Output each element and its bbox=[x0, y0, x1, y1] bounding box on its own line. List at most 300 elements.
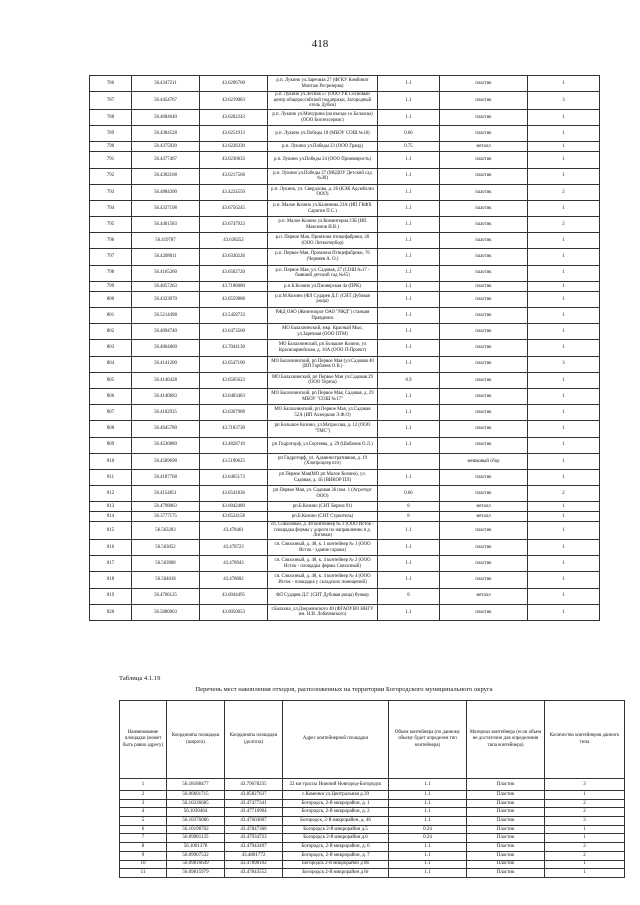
row-number: 10 bbox=[120, 860, 167, 869]
latitude-cell: 56.4140683 bbox=[132, 388, 200, 404]
material-cell: пластик bbox=[440, 152, 528, 168]
address-cell: р.п. Лукино ул.Мичурина (на въезде со Балахны) (ООО Биотехсервис) bbox=[268, 109, 378, 125]
volume-cell: 1.1 bbox=[389, 808, 467, 817]
material-cell: пластик bbox=[440, 356, 528, 372]
table-row bbox=[90, 356, 600, 372]
count-cell: 3 bbox=[545, 779, 625, 791]
row-number: 793 bbox=[90, 184, 132, 200]
longitude-cell: 43.478723 bbox=[200, 540, 268, 556]
row-number: 3 bbox=[120, 799, 167, 808]
row-number: 801 bbox=[90, 308, 132, 324]
longitude-cell: 43.6547100 bbox=[200, 356, 268, 372]
address-cell: Богородск, 2-й микрорайон, д. 46 bbox=[283, 817, 389, 826]
longitude-cell: 43.47943497 bbox=[225, 843, 283, 852]
row-number: 817 bbox=[90, 556, 132, 572]
material-cell: металл bbox=[440, 512, 528, 522]
row-number: 794 bbox=[90, 200, 132, 216]
address-cell: ФЛ Сударев Д.Г. (СНТ Дубовая роща) бункер bbox=[268, 588, 378, 604]
longitude-cell: 43.47934723 bbox=[225, 834, 283, 843]
address-cell: р.п.Б.Козино ул.Пионерская 4а (ПРК) bbox=[268, 281, 378, 291]
latitude-cell: 56.564018 bbox=[132, 572, 200, 588]
row-number: 813 bbox=[90, 502, 132, 512]
count-cell: 1 bbox=[528, 540, 600, 556]
latitude-cell: 56.4064860 bbox=[132, 340, 200, 356]
address-cell: сп. Совхозный, д. 48, к. 1 контейнер № 1 (ООО Исток - здание гаража) bbox=[268, 540, 378, 556]
table-row bbox=[120, 851, 625, 860]
latitude-cell: 56.563283 bbox=[132, 522, 200, 540]
volume-cell: 1.1 bbox=[378, 200, 440, 216]
latitude-cell: 56.4208011 bbox=[132, 249, 200, 265]
row-number: 798 bbox=[90, 265, 132, 281]
row-number: 795 bbox=[90, 217, 132, 233]
table-row bbox=[120, 799, 625, 808]
volume-cell: 1.1 bbox=[378, 291, 440, 307]
longitude-cell: 43.6756245 bbox=[200, 200, 268, 216]
material-cell: пластик bbox=[440, 291, 528, 307]
address-cell: сп. Совхозный, д. 48, к. 4 контейнер № 4 (ООО Исток - площадка у складских помещений) bbox=[268, 572, 378, 588]
table-row bbox=[120, 834, 625, 843]
row-number: 5 bbox=[120, 817, 167, 826]
count-cell: 1 bbox=[528, 142, 600, 152]
count-cell: 1 bbox=[528, 265, 600, 281]
latitude-cell: 56.4536880 bbox=[132, 437, 200, 453]
volume-cell: 1.1 bbox=[378, 109, 440, 125]
latitude-cell: 56.09815979 bbox=[167, 869, 225, 878]
table-row bbox=[120, 808, 625, 817]
material-cell: пластик bbox=[440, 281, 528, 291]
longitude-cell: 43.6042480 bbox=[200, 502, 268, 512]
volume-cell: 0.66 bbox=[378, 486, 440, 502]
material-cell: пластик bbox=[440, 109, 528, 125]
volume-cell bbox=[378, 453, 440, 469]
table-row bbox=[90, 572, 600, 588]
material-cell: пластик bbox=[440, 421, 528, 437]
table-heading: Перечень мест накопления отходов, расположенных на территории Богородского муниципального округа bbox=[195, 686, 493, 693]
latitude-cell: 56.1030464 bbox=[167, 808, 225, 817]
address-cell: сп. Совхозный, д. 48 контейнер № 3 (ООО Исток - площадка фермы у дороги по направлению в д. Литовки) bbox=[268, 522, 378, 540]
table-row bbox=[90, 372, 600, 388]
longitude-cell: 43.478943 bbox=[200, 556, 268, 572]
count-cell: 1 bbox=[528, 152, 600, 168]
material-cell: пластик bbox=[440, 486, 528, 502]
latitude-cell: 56.4165260 bbox=[132, 265, 200, 281]
row-number: 812 bbox=[90, 486, 132, 502]
longitude-cell: 43.478682 bbox=[200, 572, 268, 588]
longitude-cell: 43.6251913 bbox=[200, 126, 268, 142]
material-cell: Пластик bbox=[467, 851, 545, 860]
address-cell: Богородск 2-й микрорайон д 8б bbox=[283, 860, 389, 869]
waste-sites-table-continued bbox=[89, 75, 600, 621]
volume-cell: 1.1 bbox=[378, 540, 440, 556]
address-cell: р.п. Первое Мая, Промзона Птицефабрики, 76 (Черняев А. О.) bbox=[268, 249, 378, 265]
table-label: Таблица 4.1.19 bbox=[119, 675, 161, 682]
longitude-cell: 43.5458733 bbox=[200, 308, 268, 324]
material-cell: пластик bbox=[440, 405, 528, 421]
material-cell: Пластик bbox=[467, 808, 545, 817]
address-cell: РЖД ОАО (Железнорог ОАО "РЖД") станция Правдинск bbox=[268, 308, 378, 324]
address-cell: р.п. Лукино ул.Лесная 57 (ООО УК Сосновый центр общероссийской поддержки, Загородный отель Дубки) bbox=[268, 92, 378, 110]
address-cell: МО Балахнинский, рп Большое Козино, ул Красноармейская, д. 16А (ООО П-Проект) bbox=[268, 340, 378, 356]
table-row bbox=[90, 540, 600, 556]
longitude-cell: 43.47898102 bbox=[225, 860, 283, 869]
volume-cell: 0.75 bbox=[378, 142, 440, 152]
row-number: 797 bbox=[90, 249, 132, 265]
material-cell: пластик bbox=[440, 572, 528, 588]
count-cell: 1 bbox=[528, 604, 600, 620]
address-cell: рп Гидроторф, ул. Административная, д. 19 (Хлопроцлер кто) bbox=[268, 453, 378, 469]
material-cell: металл bbox=[440, 142, 528, 152]
count-cell: 1 bbox=[528, 126, 600, 142]
material-cell: пластик bbox=[440, 372, 528, 388]
count-cell: 1 bbox=[528, 522, 600, 540]
material-cell: пластик bbox=[440, 184, 528, 200]
row-number: 788 bbox=[90, 109, 132, 125]
count-cell: 2 bbox=[528, 217, 600, 233]
table-row bbox=[90, 76, 600, 92]
longitude-cell: 43.4828710 bbox=[200, 437, 268, 453]
count-cell: 1 bbox=[528, 109, 600, 125]
material-cell: пластик bbox=[440, 540, 528, 556]
latitude-cell: 56.3777175 bbox=[132, 512, 200, 522]
bogorodsk-waste-sites-table bbox=[119, 700, 625, 878]
table-row bbox=[120, 779, 625, 791]
volume-cell: 0.66 bbox=[378, 126, 440, 142]
volume-cell: 0.24 bbox=[389, 834, 467, 843]
count-cell: 3 bbox=[528, 92, 600, 110]
volume-cell: 8 bbox=[378, 502, 440, 512]
count-cell: 1 bbox=[528, 281, 600, 291]
row-number: 820 bbox=[90, 604, 132, 620]
longitude-cell: 43.6217568 bbox=[200, 168, 268, 184]
table-row bbox=[90, 308, 600, 324]
row-number: 818 bbox=[90, 572, 132, 588]
address-cell: р.п. Первое Мая, Промзона птицефабрики, 20 (ООО Литмотербор) bbox=[268, 233, 378, 249]
latitude-cell: 56.4045780 bbox=[132, 421, 200, 437]
count-cell: 1 bbox=[528, 453, 600, 469]
longitude-cell: 43.6219083 bbox=[200, 92, 268, 110]
address-cell: рп Гидроторф, ул.Сергеева, д. 29 (Шабанов О.Л.) bbox=[268, 437, 378, 453]
row-number: 816 bbox=[90, 540, 132, 556]
row-number: 790 bbox=[90, 142, 132, 152]
latitude-cell: 56.4154851 bbox=[132, 486, 200, 502]
address-cell: Богородск, 2-й микрорайон, д. 7 bbox=[283, 851, 389, 860]
address-cell: рп.Б.Козино (СНТ Береза 91) bbox=[268, 502, 378, 512]
address-cell: рп Первое Мая, ул. Садовая 36 пом. 1 (Агроторг ООО) bbox=[268, 486, 378, 502]
count-cell: 1 bbox=[545, 860, 625, 869]
material-cell: пластик bbox=[440, 200, 528, 216]
address-cell: МО Балахнинский, мкр. Красный Мыс, ул.Заречная (ООО ПТМ) bbox=[268, 324, 378, 340]
material-cell: пластик bbox=[440, 233, 528, 249]
address-cell: р.п. Лукино, ул. Свердлова, д. 26 (КЭК Адсмбллез ООО) bbox=[268, 184, 378, 200]
volume-cell: 0.9 bbox=[378, 372, 440, 388]
row-number: 796 bbox=[90, 233, 132, 249]
latitude-cell: 56.4589698 bbox=[132, 453, 200, 469]
latitude-cell: 56.563052 bbox=[132, 540, 200, 556]
volume-cell: 1.1 bbox=[389, 851, 467, 860]
latitude-cell: 56.563968 bbox=[132, 556, 200, 572]
volume-cell: 1.1 bbox=[378, 281, 440, 291]
volume-cell: 1.1 bbox=[378, 421, 440, 437]
address-cell: Богородск, 2-й микрорайон, д. 6 bbox=[283, 843, 389, 852]
row-number: 789 bbox=[90, 126, 132, 142]
count-cell: 3 bbox=[545, 817, 625, 826]
latitude-cell: 56.4141200 bbox=[132, 356, 200, 372]
row-number: 786 bbox=[90, 76, 132, 92]
page-number: 418 bbox=[311, 38, 329, 50]
count-cell: 2 bbox=[545, 808, 625, 817]
latitude-cell: 56.4798063 bbox=[132, 502, 200, 512]
volume-cell: 1.1 bbox=[378, 233, 440, 249]
latitude-cell: 56.4187768 bbox=[132, 469, 200, 485]
address-cell: р.п.М.Козино (ФЛ Сударев Д.Г. (СНТ Дубовая роща) bbox=[268, 291, 378, 307]
longitude-cell: 43.4224550 bbox=[200, 184, 268, 200]
table-row bbox=[90, 405, 600, 421]
row-number: 800 bbox=[90, 291, 132, 307]
material-cell: пластик bbox=[440, 168, 528, 184]
row-number: 804 bbox=[90, 356, 132, 372]
longitude-cell: 43.6505623 bbox=[200, 372, 268, 388]
address-cell: сп. Совхозный, д. 48, к. 4 контейнер № 2 (ООО Исток - площадка фермы Совхозный) bbox=[268, 556, 378, 572]
address-cell: Богородск 2-й микрорайон д.5 bbox=[283, 825, 389, 834]
address-cell: рп Большое Козино, ул.Матросова, д. 12 (ООО "ТМС") bbox=[268, 421, 378, 437]
material-cell: Пластик bbox=[467, 779, 545, 791]
address-cell: Богородск, 2-й микрорайон, д. 1 bbox=[283, 799, 389, 808]
row-number: 9 bbox=[120, 851, 167, 860]
latitude-cell: 56.4706125 bbox=[132, 588, 200, 604]
table-row bbox=[90, 522, 600, 540]
latitude-cell: 56.4384528 bbox=[132, 126, 200, 142]
longitude-cell: 43.47843552 bbox=[225, 869, 283, 878]
table-row bbox=[90, 126, 600, 142]
address-cell: рп.Б.Козино (СНТ Строитель) bbox=[268, 512, 378, 522]
row-number: 811 bbox=[90, 469, 132, 485]
row-number: 815 bbox=[90, 522, 132, 540]
longitude-cell: 43.6524158 bbox=[200, 512, 268, 522]
address-cell: р.п. Малое Козино ул.Калинина 23А (ИП ГКФХ Саратин П.С.) bbox=[268, 200, 378, 216]
row-number: 805 bbox=[90, 372, 132, 388]
volume-cell: 1.1 bbox=[389, 843, 467, 852]
address-cell: г.Балахна, ул.Дзержинского 40 (ФГАОУВО ННГУ им. Н.И. Лобачевского) bbox=[268, 604, 378, 620]
longitude-cell: 43.6465173 bbox=[200, 469, 268, 485]
table-row bbox=[90, 486, 600, 502]
row-number: 8 bbox=[120, 843, 167, 852]
table-row bbox=[120, 843, 625, 852]
volume-cell: 1.1 bbox=[378, 604, 440, 620]
row-number: 4 bbox=[120, 808, 167, 817]
longitude-cell: 43.6747923 bbox=[200, 217, 268, 233]
material-cell: пластик bbox=[440, 437, 528, 453]
count-cell: 1 bbox=[528, 372, 600, 388]
material-cell: пластик bbox=[440, 126, 528, 142]
material-cell: Пластик bbox=[467, 843, 545, 852]
latitude-cell: 56.09981135 bbox=[167, 834, 225, 843]
latitude-cell: 56.4347211 bbox=[132, 76, 200, 92]
material-cell: мешковый сбор bbox=[440, 453, 528, 469]
latitude-cell: 56.4182925 bbox=[132, 405, 200, 421]
latitude-cell: 56.4684640 bbox=[132, 109, 200, 125]
volume-cell: 1.1 bbox=[378, 152, 440, 168]
longitude-cell: 43.7186080 bbox=[200, 281, 268, 291]
volume-cell: 1.1 bbox=[389, 869, 467, 878]
latitude-cell: 56.5000063 bbox=[132, 604, 200, 620]
latitude-cell: 56.4382168 bbox=[132, 168, 200, 184]
address-cell: р.п. Лукино ул.Победы 18 (МБОУ СОШ №18) bbox=[268, 126, 378, 142]
table-row bbox=[90, 281, 600, 291]
table-row bbox=[120, 860, 625, 869]
latitude-cell: 56.06601715 bbox=[167, 791, 225, 800]
header-volume: Объем контейнера (по данному объему будет определен тип контейнера) bbox=[389, 701, 467, 779]
longitude-cell: 43.47847366 bbox=[225, 825, 283, 834]
table-row bbox=[90, 92, 600, 110]
latitude-cell: 56.4337198 bbox=[132, 200, 200, 216]
longitude-cell: 43.638252 bbox=[200, 233, 268, 249]
count-cell: 1 bbox=[528, 76, 600, 92]
latitude-cell: 56.09816649 bbox=[167, 860, 225, 869]
table-row bbox=[90, 437, 600, 453]
row-number: 808 bbox=[90, 421, 132, 437]
volume-cell: 1.1 bbox=[378, 92, 440, 110]
latitude-cell: 56.4377467 bbox=[132, 152, 200, 168]
row-number: 792 bbox=[90, 168, 132, 184]
longitude-cell: 43.7183730 bbox=[200, 421, 268, 437]
count-cell: 1 bbox=[528, 249, 600, 265]
material-cell: металл bbox=[440, 502, 528, 512]
volume-cell: 1.1 bbox=[378, 76, 440, 92]
row-number: 787 bbox=[90, 92, 132, 110]
count-cell: 1 bbox=[545, 834, 625, 843]
header-count: Количество контейнеров данного типа bbox=[545, 701, 625, 779]
longitude-cell: 43.6367988 bbox=[200, 405, 268, 421]
table-row bbox=[120, 825, 625, 834]
volume-cell: 1.1 bbox=[389, 817, 467, 826]
volume-cell: 1.1 bbox=[389, 860, 467, 869]
volume-cell: 1.1 bbox=[389, 799, 467, 808]
material-cell: Пластик bbox=[467, 860, 545, 869]
latitude-cell: 56.10198702 bbox=[167, 825, 225, 834]
count-cell: 2 bbox=[545, 851, 625, 860]
latitude-cell: 56.5214498 bbox=[132, 308, 200, 324]
count-cell: 2 bbox=[545, 799, 625, 808]
longitude-cell: 43.85827637 bbox=[225, 791, 283, 800]
volume-cell: 8 bbox=[378, 588, 440, 604]
latitude-cell: 56.4401583 bbox=[132, 217, 200, 233]
latitude-cell: 56.4057263 bbox=[132, 281, 200, 291]
table-row bbox=[90, 324, 600, 340]
volume-cell: 8 bbox=[378, 512, 440, 522]
volume-cell: 1.1 bbox=[378, 265, 440, 281]
row-number: 809 bbox=[90, 437, 132, 453]
material-cell: пластик bbox=[440, 76, 528, 92]
latitude-cell: 56.4094740 bbox=[132, 324, 200, 340]
longitude-cell: 43.6559888 bbox=[200, 291, 268, 307]
row-number: 11 bbox=[120, 869, 167, 878]
row-number: 799 bbox=[90, 281, 132, 291]
count-cell: 1 bbox=[528, 233, 600, 249]
volume-cell: 1.1 bbox=[378, 324, 440, 340]
count-cell: 1 bbox=[528, 556, 600, 572]
latitude-cell: 56.419787 bbox=[132, 233, 200, 249]
longitude-cell: 43.6050053 bbox=[200, 604, 268, 620]
address-cell: р.п. Лукино ул.Заречная 27 (ФГКУ Комбинат Монтаж Росрезерва) bbox=[268, 76, 378, 92]
longitude-cell: 43.6502720 bbox=[200, 265, 268, 281]
table-row bbox=[120, 869, 625, 878]
table-body bbox=[90, 76, 600, 621]
longitude-cell: 43.6228330 bbox=[200, 142, 268, 152]
table-row bbox=[90, 502, 600, 512]
latitude-cell: 56.4454767 bbox=[132, 92, 200, 110]
address-cell: МО Балахнинский, рп Первое Мая, ул.Садовая 52А (ИП Ахмедшае Э.Ф.О) bbox=[268, 405, 378, 421]
volume-cell: 1.1 bbox=[378, 356, 440, 372]
volume-cell: 1.1 bbox=[378, 572, 440, 588]
latitude-cell: 56.10336685 bbox=[167, 799, 225, 808]
row-number: 791 bbox=[90, 152, 132, 168]
volume-cell: 1.1 bbox=[378, 217, 440, 233]
row-number: 806 bbox=[90, 388, 132, 404]
latitude-cell: 56.1001378 bbox=[167, 843, 225, 852]
address-cell: Богородск, 2-й микрорайон, д. 2 bbox=[283, 808, 389, 817]
longitude-cell: 43.7044130 bbox=[200, 340, 268, 356]
address-cell: р.п. Малое Козино ул.Коминтерна 23Б (ИП Максимов И.В.) bbox=[268, 217, 378, 233]
material-cell: пластик bbox=[440, 92, 528, 110]
material-cell: пластик bbox=[440, 340, 528, 356]
count-cell: 1 bbox=[528, 340, 600, 356]
latitude-cell: 56.4146428 bbox=[132, 372, 200, 388]
address-cell: р.п. Лукино ул.Победы 23 (ООО Гранд) bbox=[268, 142, 378, 152]
count-cell: 2 bbox=[545, 843, 625, 852]
table-row bbox=[90, 184, 600, 200]
count-cell: 1 bbox=[545, 825, 625, 834]
volume-cell: 1.1 bbox=[378, 522, 440, 540]
material-cell: Пластик bbox=[467, 817, 545, 826]
material-cell: металл bbox=[440, 588, 528, 604]
count-cell: 1 bbox=[528, 588, 600, 604]
volume-cell: 0.24 bbox=[389, 825, 467, 834]
material-cell: Пластик bbox=[467, 791, 545, 800]
header-name: Наименование площадки (может быть равно адресу) bbox=[120, 701, 167, 779]
row-number: 802 bbox=[90, 324, 132, 340]
header-material: Материал контейнера (если объем не достаточно для определения типа контейнера) bbox=[467, 701, 545, 779]
longitude-cell: 43.79678235 bbox=[225, 779, 283, 791]
table-row bbox=[90, 556, 600, 572]
address-cell: Богородск 2-й микрорайон д 8г bbox=[283, 869, 389, 878]
table-row bbox=[90, 168, 600, 184]
longitude-cell: 43.6483483 bbox=[200, 388, 268, 404]
volume-cell: 1.1 bbox=[378, 308, 440, 324]
row-number: 807 bbox=[90, 405, 132, 421]
count-cell: 1 bbox=[528, 572, 600, 588]
address-cell: МО Балахнинский, рп Первое Мая ул.Садовая 29 (ООО Тереза) bbox=[268, 372, 378, 388]
count-cell: 1 bbox=[528, 200, 600, 216]
longitude-cell: 43.6296760 bbox=[200, 76, 268, 92]
longitude-cell: 43.478461 bbox=[200, 522, 268, 540]
row-number: 819 bbox=[90, 588, 132, 604]
latitude-cell: 56.18188477 bbox=[167, 779, 225, 791]
longitude-cell: 43.4801772 bbox=[225, 851, 283, 860]
row-number: 2 bbox=[120, 791, 167, 800]
row-number: 814 bbox=[90, 512, 132, 522]
longitude-cell: 43.6044495 bbox=[200, 588, 268, 604]
material-cell: пластик bbox=[440, 469, 528, 485]
volume-cell: 1.1 bbox=[378, 437, 440, 453]
table-row bbox=[90, 604, 600, 620]
latitude-cell: 56.4884300 bbox=[132, 184, 200, 200]
count-cell: 1 bbox=[528, 388, 600, 404]
material-cell: Пластик bbox=[467, 825, 545, 834]
count-cell: 1 bbox=[528, 512, 600, 522]
material-cell: Пластик bbox=[467, 799, 545, 808]
material-cell: пластик bbox=[440, 324, 528, 340]
volume-cell: 1.1 bbox=[378, 405, 440, 421]
